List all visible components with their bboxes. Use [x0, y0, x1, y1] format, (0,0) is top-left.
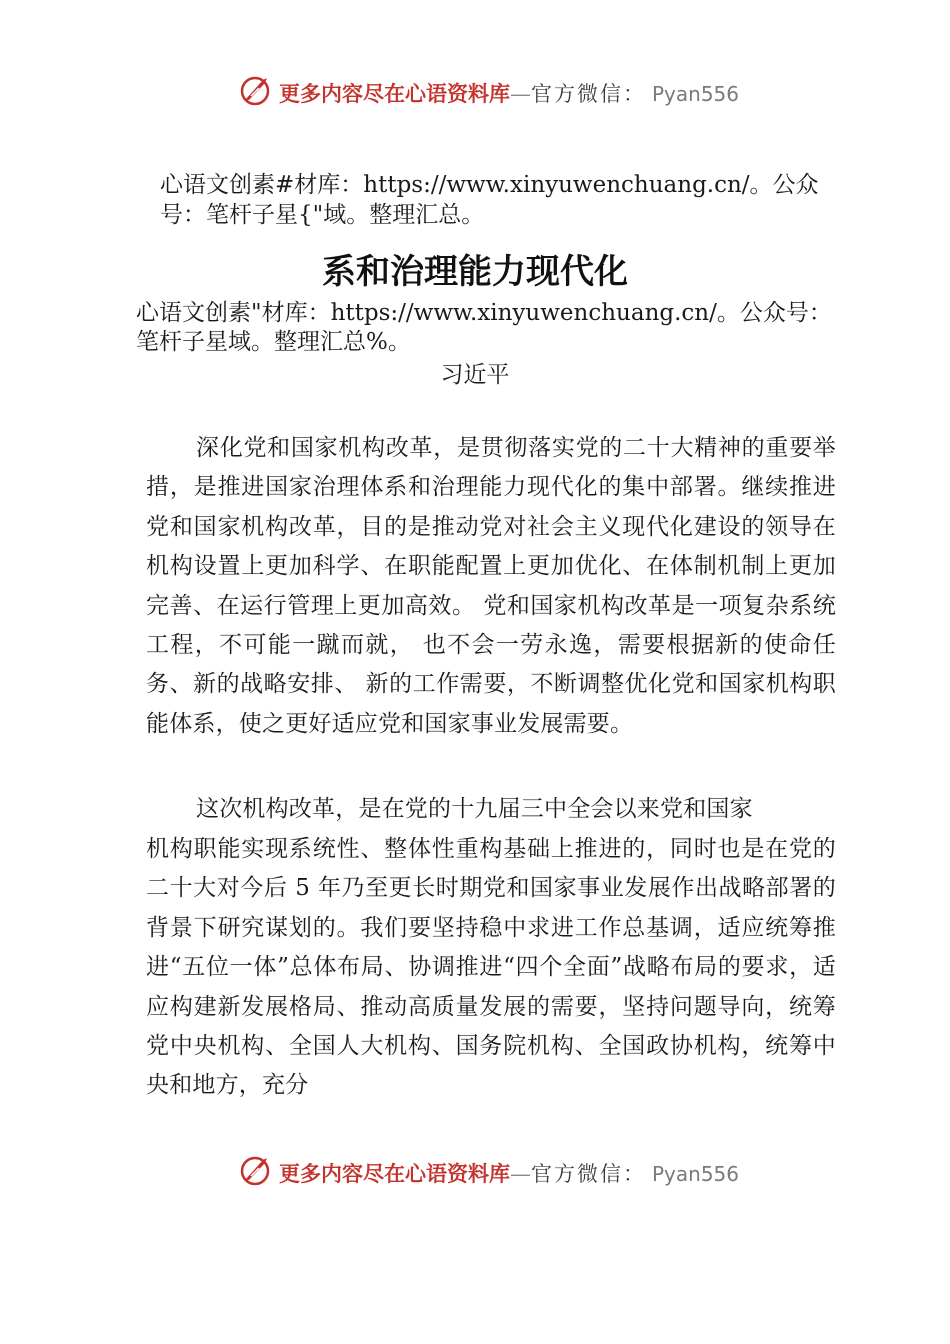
banner-text	[279, 1158, 739, 1188]
quill-logo-icon	[237, 1152, 273, 1188]
banner-brand-text: 更多内容尽在心语资料库	[279, 1161, 510, 1186]
banner-wechat-id: Pyan556	[652, 1162, 740, 1186]
page-title: 系和治理能力现代化	[322, 252, 628, 292]
watermark-mid-line2: 笔杆子星域。整理汇总%。	[136, 329, 411, 355]
banner-dash: —	[510, 82, 531, 106]
body-paragraph-1: 深化党和国家机构改革，是贯彻落实党的二十大精神的重要举措，是推进国家治理体系和治理能力现代化的集中部署。继续推进党和国家机构改革，目的是推动党对社会主义现代化建设的领导在机构设置上更加科学、在职能配置上更加优化、在体制机制上更加完善、在运行管理上更加高效。 党和国家机构改革是一项复杂系统工程，不可能一蹴而就， 也不会一劳永逸，需要根据新的使命任务、新的战略安排、 新的工作需要，不断调整优化党和国家机构职能体系，使之更好适应党和国家事业发展需要。	[146, 435, 836, 737]
banner-official-label: 官方微信：	[531, 1162, 646, 1186]
body-paragraph-2: 这次机构改革，是在党的十九届三中全会以来党和国家	[196, 796, 753, 822]
watermark-top-line1: 心语文创素#材库：https://www.xinyuwenchuang.cn/。公众	[160, 172, 819, 198]
quill-logo-icon	[237, 72, 273, 108]
banner-brand-text: 更多内容尽在心语资料库	[279, 81, 510, 106]
banner-wechat-id: Pyan556	[652, 82, 740, 106]
author-name: 习近平	[440, 362, 510, 388]
header-banner	[0, 70, 950, 114]
footer-banner	[0, 1150, 950, 1194]
watermark-mid-line1: 心语文创素"材库：https://www.xinyuwenchuang.cn/。公众号：	[136, 300, 832, 326]
watermark-top-line2: 号：笔杆子星{"域。整理汇总。	[160, 202, 485, 228]
banner-text	[279, 78, 739, 108]
banner-dash: —	[510, 1162, 531, 1186]
body-paragraph-3: 机构职能实现系统性、整体性重构基础上推进的，同时也是在党的二十大对今后 5 年乃至更长时期党和国家事业发展作出战略部署的背景下研究谋划的。我们要坚持稳中求进工作总基调，适应统筹推进“五位一体”总体布局、协调推进“四个全面”战略布局的要求，适应构建新发展格局、推动高质量发展的需要，坚持问题导向，统筹党中央机构、全国人大机构、国务院机构、全国政协机构，统筹中央和地方，充分	[146, 836, 836, 1099]
banner-official-label: 官方微信：	[531, 82, 646, 106]
